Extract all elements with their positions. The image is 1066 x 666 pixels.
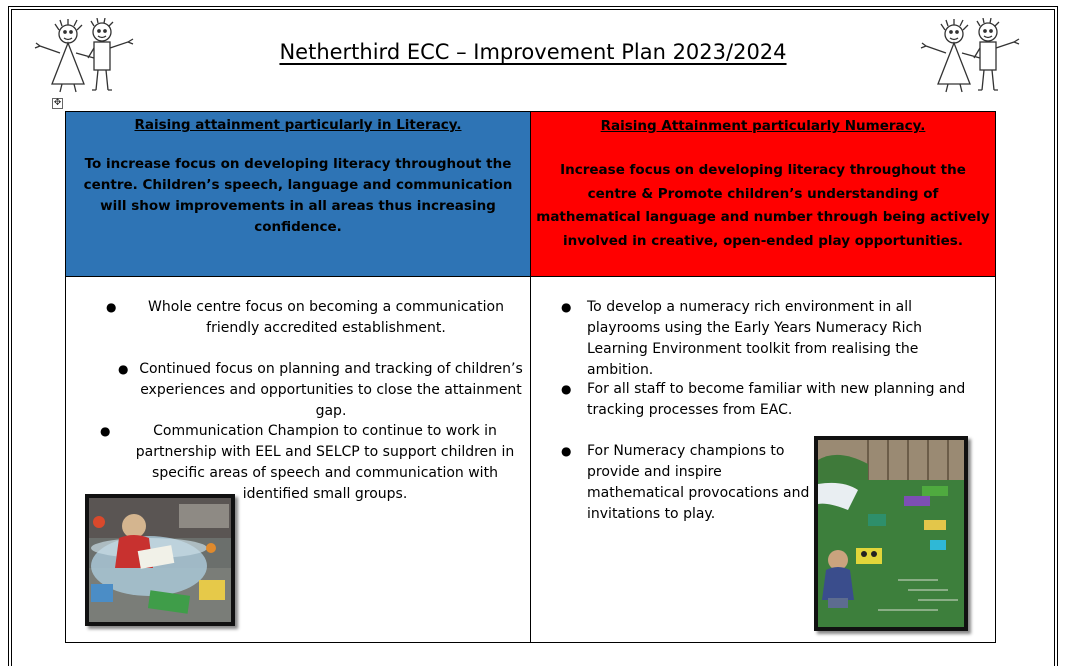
child-reading-photo [85,494,235,626]
literacy-heading: Raising attainment particularly in Literacy. [134,117,462,133]
literacy-actions-cell [66,277,531,643]
list-item: ● To develop a numeracy rich environment in all playrooms using the Early Years Numeracy Rich Learning Environment toolkit from realising the ambition. [561,299,923,378]
numeracy-actions-cell [531,277,996,643]
literacy-description: To increase focus on developing literacy throughout the centre. Children’s speech, language and communication will show improvements in all areas thus increasing confidence. [83,156,513,235]
list-item: ● Whole centre focus on becoming a communication friendly accredited establishment. [106,299,504,336]
list-item: ● Continued focus on planning and tracking of children’s experiences and opportunities to close the attainment gap. [118,361,523,419]
literacy-header-cell [66,112,531,277]
improvement-plan-table [65,111,996,643]
outdoor-numeracy-play-photo [814,436,968,631]
list-item: ● For Numeracy champions to provide and inspire mathematical provocations and invitations to play. [561,443,810,522]
page-title: Netherthird ECC – Improvement Plan 2023/2024 [279,40,787,64]
numeracy-description: Increase focus on developing literacy throughout the centre & Promote children’s understanding of mathematical language and number through being actively involved in creative, open-ended play opportunities. [536,162,990,249]
children-drawing-logo-right [918,18,1028,94]
numeracy-header-cell [531,112,996,277]
list-item: ● Communication Champion to continue to work in partnership with EEL and SELCP to support children in specific areas of speech and communication with identified small groups. [100,423,515,502]
list-item: ● For all staff to become familiar with new planning and tracking processes from EAC. [561,381,966,418]
table-move-handle-icon[interactable]: ✥ [53,98,62,108]
numeracy-heading: Raising Attainment particularly Numeracy. [600,118,926,134]
